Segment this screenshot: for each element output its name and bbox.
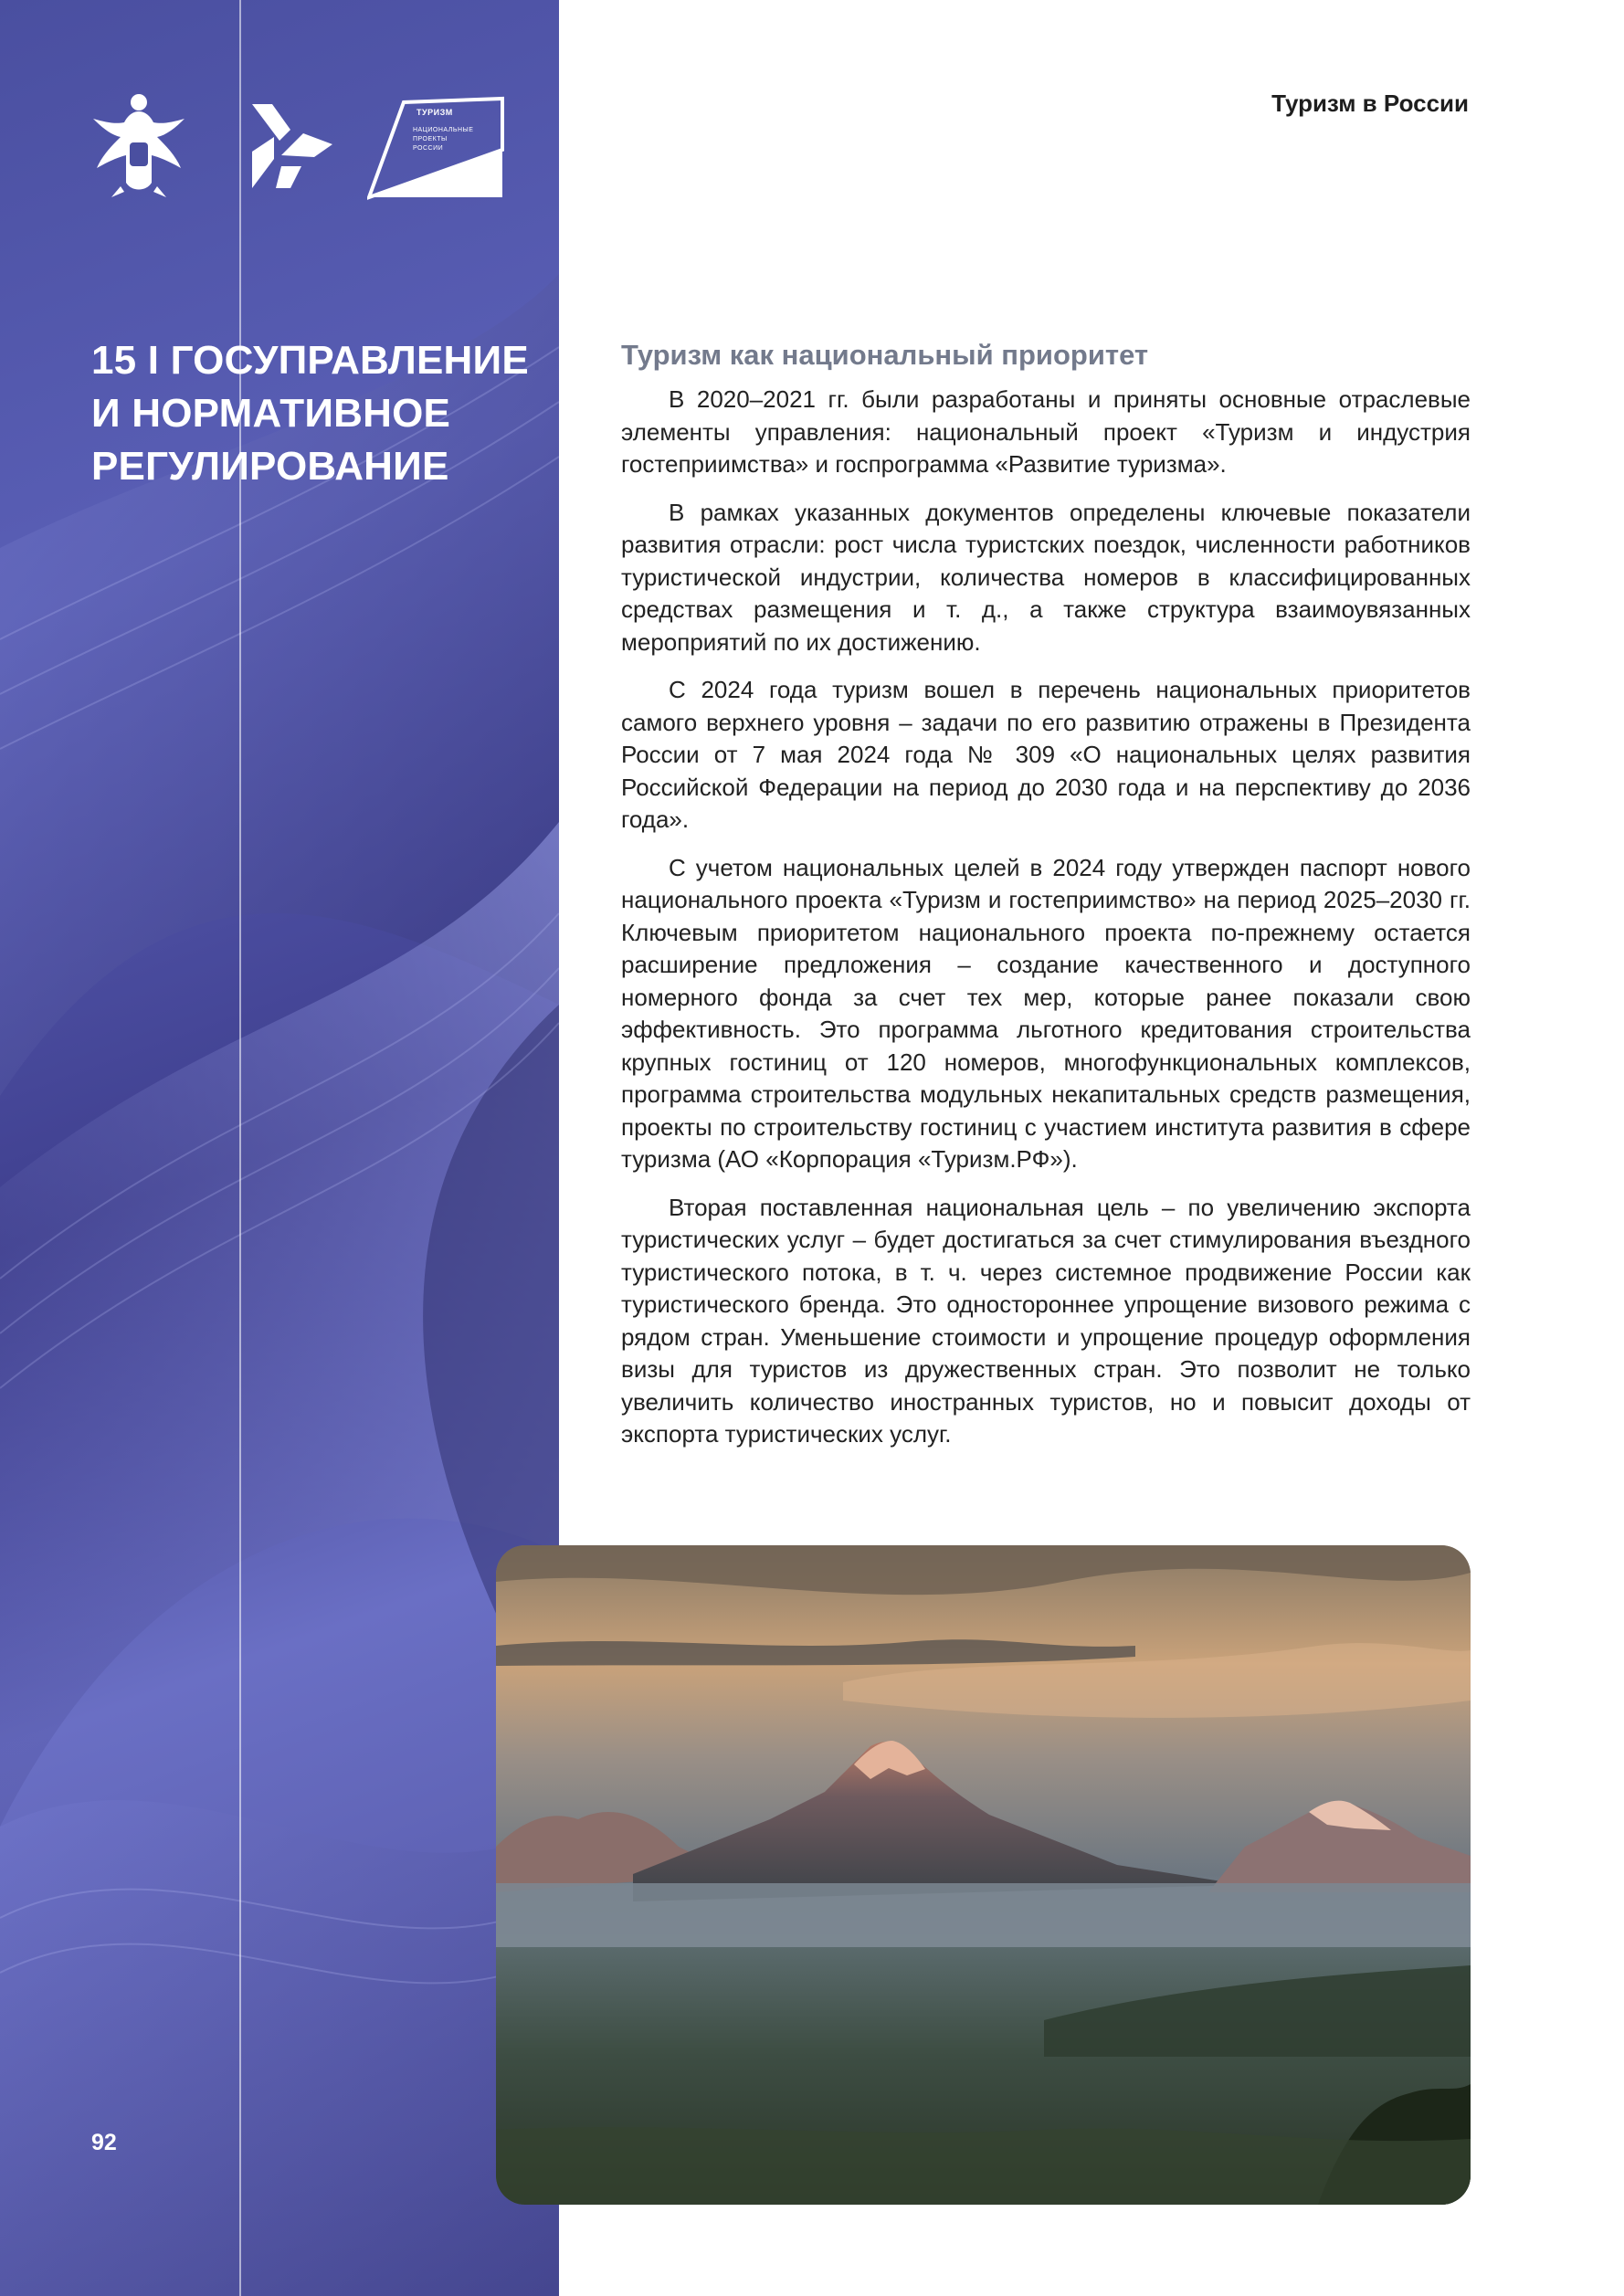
tourism-logo-lines: [413, 126, 473, 153]
paragraph: С 2024 года туризм вошел в перечень национальных приоритетов самого верхнего уровня – задачи по его развитию отражены в Президента России от 7 мая 2024 года № 309 «О национальных целях развития Российской Федерации на период до 2030 года и на перспективу до 2036 года».: [621, 676, 1471, 833]
paragraph: С учетом национальных целей в 2024 году утвержден паспорт нового национального проекта «Туризм и гостеприимство» на период 2025–2030 гг. Ключевым приоритетом национального проекта по-прежнему остается расширение предложения – создание качественного и доступного номерного фонда за счет тех мер, которые ранее показали свою эффективность. Это программа льготного кредитования строительства крупных гостиниц от 120 номеров, многофункциональных комплексов, программа строительства модульных некапитальных средств размещения, проекты по строительству гостиниц с участием института развития в сфере туризма (АО «Корпорация «Туризм.РФ»).: [621, 853, 1471, 1173]
chapter-title-line: РЕГУЛИРОВАНИЕ: [91, 444, 449, 489]
national-projects-logo-icon: [248, 100, 336, 192]
coat-of-arms-icon: [84, 91, 194, 199]
paragraph: Вторая поставленная национальная цель – по увеличению экспорта туристических услуг – будет достигаться за счет стимулирования въездного туристического потока, в т. ч. через системное продвижение России как туристического бренда. Это одностороннее упрощение визового режима с рядом стран. Уменьшение стоимости и упрощение процедур оформления визы для туристов из дружественных стран. Это позволит не только увеличить количество иностранных туристов, но и повысит доходы от экспорта туристических услуг.: [621, 1193, 1471, 1448]
article: [621, 336, 1471, 1467]
paragraph: В 2020–2021 гг. были разработаны и приняты основные отраслевые элементы управления: национальный проект «Туризм и индустрия гостеприимства» и госпрограмма «Развитие туризма».: [621, 385, 1471, 478]
paragraph: В рамках указанных документов определены ключевые показатели развития отрасли: рост числа туристских поездок, численности работников туристической индустрии, количества номеров в классифицированных средствах размещения и т. д., а также структура взаимоувязанных мероприятий по их достижению.: [621, 498, 1471, 656]
volcano-photo: [496, 1545, 1471, 2205]
tourism-logo-line: РОССИИ: [413, 145, 444, 152]
chapter-title-line: И НОРМАТИВНОЕ: [91, 391, 451, 436]
running-head: Туризм в России: [1271, 90, 1469, 117]
page-number: 92: [91, 2130, 117, 2155]
chapter-title: [91, 334, 548, 493]
tourism-logo-line: НАЦИОНАЛЬНЫЕ: [413, 127, 474, 133]
volcano-landscape-image: [496, 1545, 1471, 2205]
sidebar: [0, 0, 559, 2296]
logos-row: [84, 91, 522, 210]
tourism-logo-icon: [367, 95, 504, 201]
chapter-title-line: 15 I ГОСУПРАВЛЕНИЕ: [91, 338, 529, 383]
section-title: Туризм как национальный приоритет: [621, 339, 1149, 371]
tourism-logo-line: ПРОЕКТЫ: [413, 136, 448, 142]
tourism-logo-text: ТУРИЗМ: [417, 108, 453, 117]
